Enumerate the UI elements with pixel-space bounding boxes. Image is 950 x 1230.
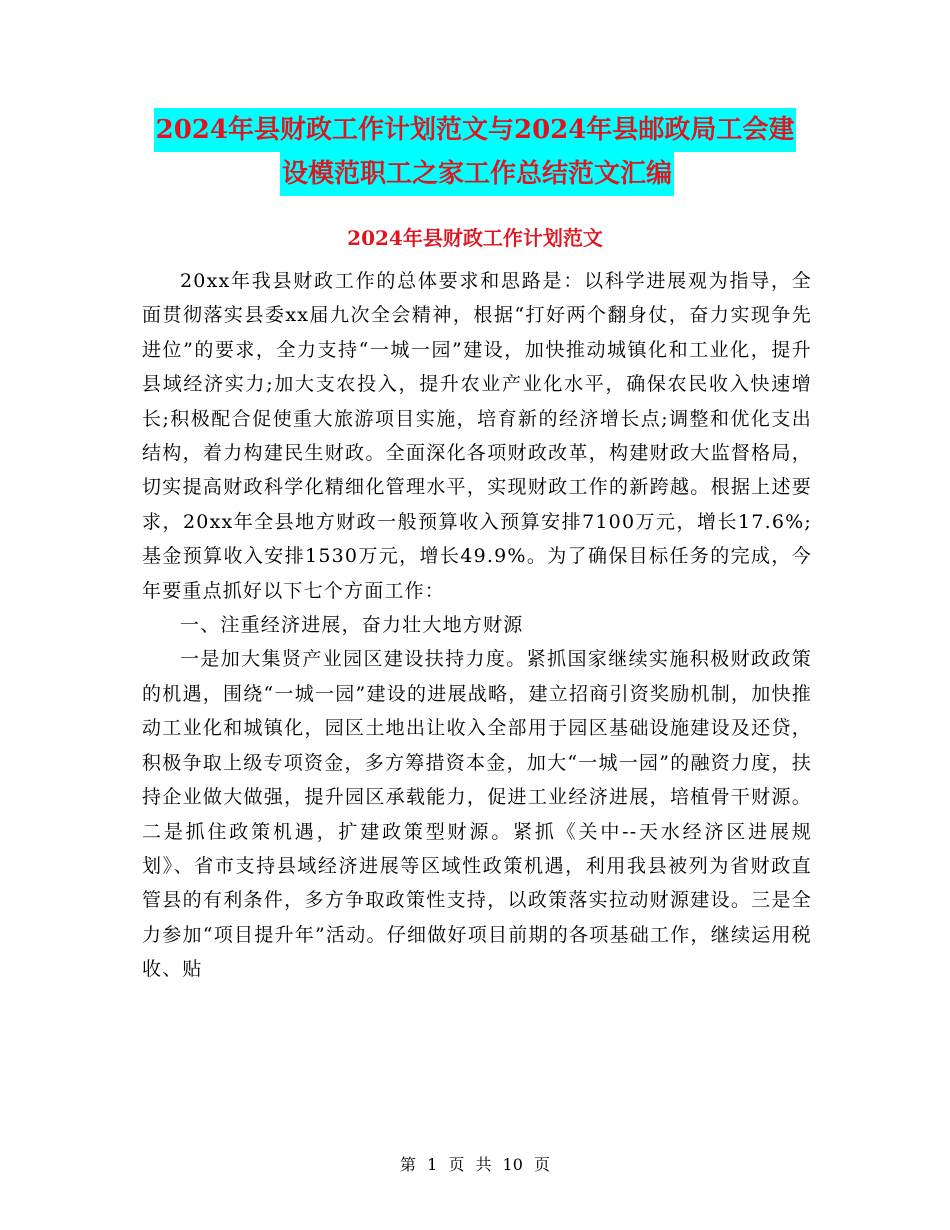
document-body xyxy=(142,264,812,987)
document-title xyxy=(0,108,950,196)
page-footer: 第 1 页 共 10 页 xyxy=(400,1155,550,1174)
body-paragraph: 20xx年我县财政工作的总体要求和思路是：以科学进展观为指导，全面贯彻落实县委xx届九次全会精神，根据“打好两个翻身仗，奋力实现争先进位”的要求，全力支持“一城一园”建设，加快推动城镇化和工业化，提升县域经济实力;加大支农投入，提升农业产业化水平，确保农民收入快速增长;积极配合促使重大旅游项目实施，培育新的经济增长点;调整和优化支出结构，着力构建民生财政。全面深化各项财政改革，构建财政大监督格局，切实提高财政科学化精细化管理水平，实现财政工作的新跨越。根据上述要求，20xx年全县地方财政一般预算收入预算安排7100万元，增长17.6%;基金预算收入安排1530万元，增长49.9%。为了确保目标任务的完成，今年要重点抓好以下七个方面工作： xyxy=(142,270,812,602)
section-title: 2024年县财政工作计划范文 xyxy=(347,226,603,250)
body-paragraph: 一是加大集贤产业园区建设扶持力度。紧抓国家继续实施积极财政政策的机遇，围绕“一城一园”建设的进展战略，建立招商引资奖励机制，加快推动工业化和城镇化，园区土地出让收入全部用于园区基础设施建设及还贷，积极争取上级专项资金，多方筹措资本金，加大“一城一园”的融资力度，扶持企业做大做强，提升园区承载能力，促进工业经济进展，培植骨干财源。二是抓住政策机遇，扩建政策型财源。紧抓《关中--天水经济区进展规划》、省市支持县域经济进展等区域性政策机遇，利用我县被列为省财政直管县的有利条件，多方争取政策性支持，以政策落实拉动财源建设。三是全力参加“项目提升年”活动。仔细做好项目前期的各项基础工作，继续运用税收、贴 xyxy=(142,648,812,981)
body-paragraph: 一、注重经济进展，奋力壮大地方财源 xyxy=(180,614,524,637)
document-title-line-2: 设模范职工之家工作总结范文汇编 xyxy=(280,152,674,196)
document-title-line-1: 2024年县财政工作计划范文与2024年县邮政局工会建 xyxy=(154,108,797,152)
